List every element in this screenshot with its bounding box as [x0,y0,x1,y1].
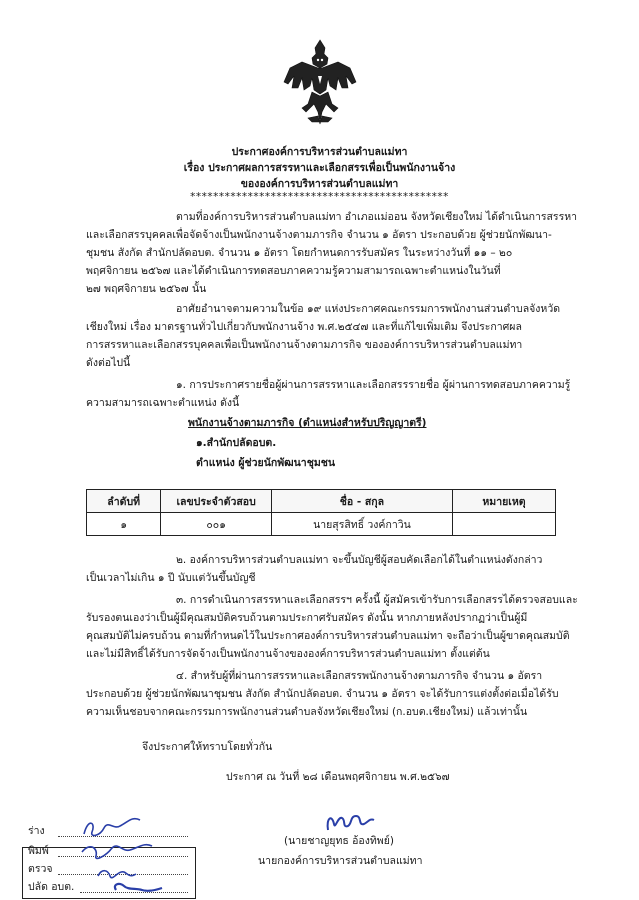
item4-line: ความเห็นชอบจากคณะกรรมการพนักงานส่วนตำบลจังหวัดเชียงใหม่ (ก.อบต.เชียงใหม่) แล้วเท่านั้น [86,706,528,718]
table-row [87,513,556,536]
p2-line: ดังต่อไปนี้ [86,357,131,369]
section-heading: พนักงานจ้างตามภารกิจ (ตำแหน่งสำหรับปริญญาตรี) [188,417,427,429]
p2-line: การสรรหาและเลือกสรรบุคคลเพื่อเป็นพนักงานจ้างตามภารกิจ ขององค์การบริหารส่วนตำบลแม่ทา [86,339,523,351]
org-title-2: ขององค์การบริหารส่วนตำบลแม่ทา [240,178,399,190]
routing-label-draft: ร่าง [28,825,45,837]
item3-line: คุณสมบัติไม่ครบถ้วน ตามที่กำหนดไว้ในประกาศองค์การบริหารส่วนตำบลแม่ทา จะถือว่าเป็นผู้ขาดคุณสมบัติ [86,630,570,642]
item2-line: เป็นเวลาไม่เกิน ๑ ปี นับแต่วันขึ้นบัญชี [86,572,256,584]
table-cell: นายสุรสิทธิ์ วงค์กาวิน [271,513,452,536]
routing-label-clerk: ปลัด อบต. [28,881,75,893]
org-title: ประกาศองค์การบริหารส่วนตำบลแม่ทา [231,146,408,158]
p1-line: และเลือกสรรบุคคลเพื่อจัดจ้างเป็นพนักงานจ้างตามภารกิจ จำนวน ๑ อัตรา ประกอบด้วย ผู้ช่วยนักพัฒนา- [86,229,552,241]
routing-label-print: พิมพ์ [28,845,49,857]
p1-line: ชุมชน สังกัด สำนักปลัดอบต. จำนวน ๑ อัตรา โดยกำหนดการรับสมัคร ในระหว่างวันที่ ๑๑ – ๒๐ [86,247,513,259]
announcement-date: ประกาศ ณ วันที่ ๒๘ เดือนพฤศจิกายน พ.ศ.๒๕๖๗ [226,771,450,783]
item4-line: ๔. สำหรับผู้ที่ผ่านการสรรหาและเลือกสรรพนักงานจ้างตามภารกิจ จำนวน ๑ อัตรา [176,670,543,682]
table-header-row [87,490,556,513]
results-table [86,489,556,536]
signer-name: (นายชาญยุทธ อ้องทิพย์) [284,835,394,847]
table-cell [452,513,555,536]
table-cell: ๐๐๑ [161,513,272,536]
item3-line: รับรองตนเองว่าเป็นผู้มีคุณสมบัติครบถ้วนตามประกาศรับสมัคร ดังนั้น หากภายหลังปรากฏว่าเป็นผู้มี [86,612,528,624]
handwritten-initials [78,812,168,898]
item2-line: ๒. องค์การบริหารส่วนตำบลแม่ทา จะขึ้นบัญชีผู้สอบคัดเลือกได้ในตำแหน่งดังกล่าว [176,554,543,566]
department-label: ๑.สำนักปลัดอบต. [196,437,277,449]
routing-label-check: ตรวจ [28,863,53,875]
p1-line: พฤศจิกายน ๒๕๖๗ และได้ดำเนินการทดสอบภาคความรู้ความสามารถเฉพาะตำแหน่งในวันที่ [86,265,501,277]
item1-line: ความสามารถเฉพาะตำแหน่ง ดังนี้ [86,397,240,409]
p1-line: ตามที่องค์การบริหารส่วนตำบลแม่ทา อำเภอแม่ออน จังหวัดเชียงใหม่ ได้ดำเนินการสรรหา [176,211,578,223]
position-label: ตำแหน่ง ผู้ช่วยนักพัฒนาชุมชน [196,457,336,469]
subject-title: เรื่อง ประกาศผลการสรรหาและเลือกสรรเพื่อเป็นพนักงานจ้าง [183,162,456,174]
p2-line: เชียงใหม่ เรื่อง มาตรฐานทั่วไปเกี่ยวกับพนักงานจ้าง พ.ศ.๒๕๔๗ และที่แก้ไขเพิ่มเติม จึงประกาศผล [86,321,522,333]
table-cell: ๑ [87,513,161,536]
column-header: หมายเหตุ [452,490,555,513]
item4-line: ประกอบด้วย ผู้ช่วยนักพัฒนาชุมชน สังกัด สำนักปลัดอบต. จำนวน ๑ อัตรา จะได้รับการแต่งตั้งต่อเมื่อได้รับ [86,688,559,700]
item1-line: ๑. การประกาศรายชื่อผู้ผ่านการสรรหาและเลือกสรรรายชื่อ ผู้ผ่านการทดสอบภาคความรู้ [176,379,571,391]
closing-text: จึงประกาศให้ทราบโดยทั่วกัน [142,741,273,753]
column-header: เลขประจำตัวสอบ [161,490,272,513]
item3-line: ๓. การดำเนินการสรรหาและเลือกสรรฯ ครั้งนี้ ผู้สมัครเข้ารับการเลือกสรรได้ตรวจสอบและ [176,594,578,606]
divider-stars: ********************************************* [190,191,449,203]
p2-line: อาศัยอำนาจตามความในข้อ ๑๙ แห่งประกาศคณะกรรมการพนักงานส่วนตำบลจังหวัด [176,303,561,315]
column-header: ลำดับที่ [87,490,161,513]
signer-title: นายกองค์การบริหารส่วนตำบลแม่ทา [258,855,423,867]
column-header: ชื่อ - สกุล [271,490,452,513]
mayor-signature [322,810,378,836]
p1-line: ๒๗ พฤศจิกายน ๒๕๖๗ นั้น [86,283,207,295]
item3-line: และไม่มีสิทธิ์ได้รับการจัดจ้างเป็นพนักงานจ้างขององค์การบริหารส่วนตำบลแม่ทา ตั้งแต่ต้น [86,648,490,660]
garuda-emblem-icon [282,38,358,126]
